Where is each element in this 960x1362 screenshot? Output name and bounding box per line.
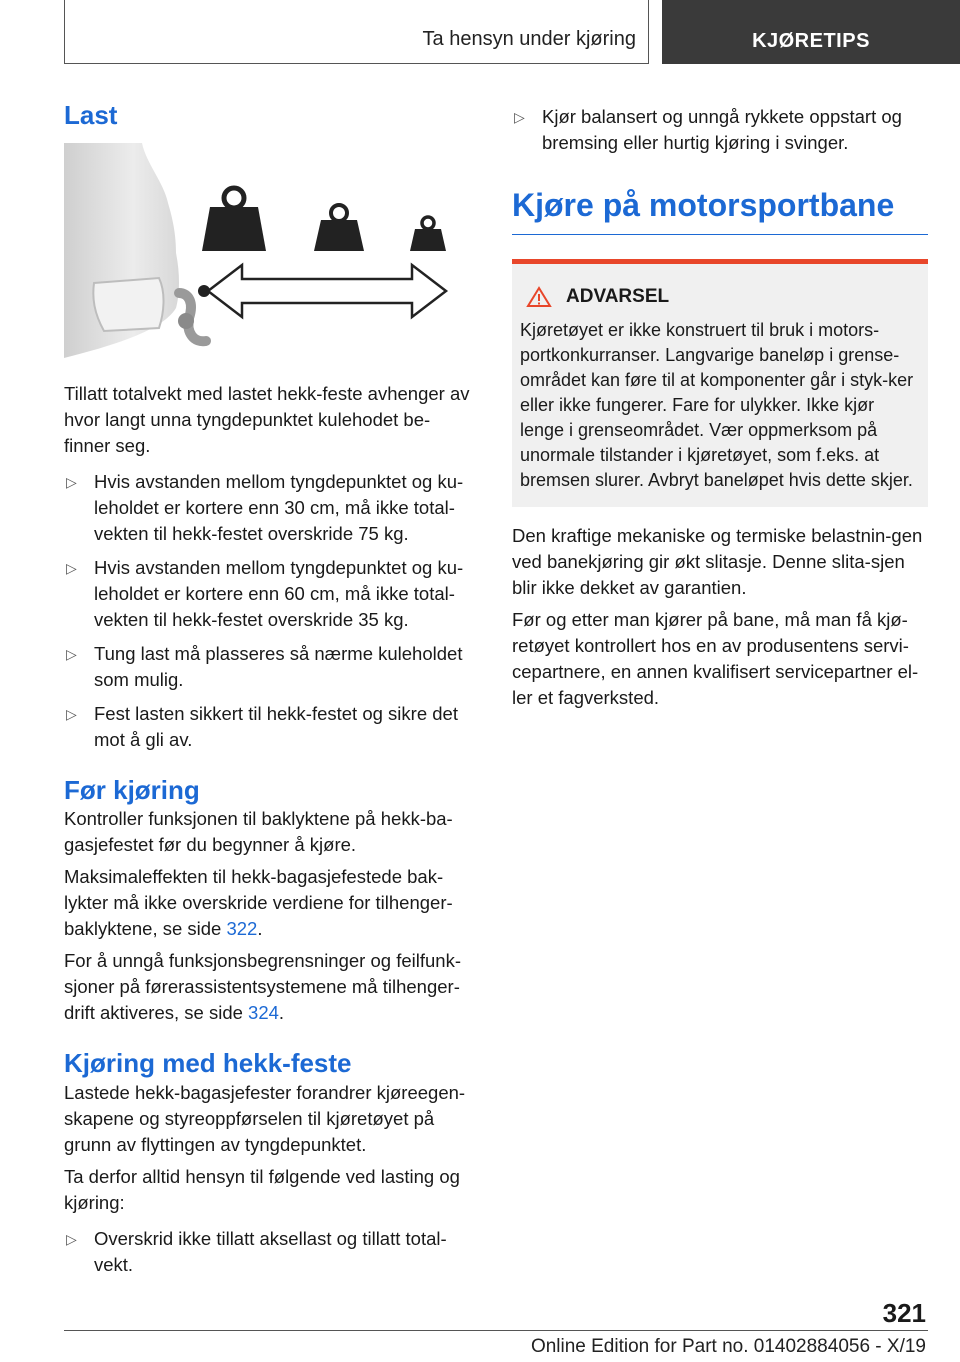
bullet-triangle-icon: ▷ <box>514 109 525 125</box>
list-item <box>64 469 476 547</box>
left-column <box>64 100 476 1286</box>
warning-text: Kjøretøyet er ikke konstruert til bruk i motors-portkonkurranser. Langvarige baneløp i grense-området kan føre til at komponenter går i styk-ker eller ikke fungerer. Fare for ulykker. Ikke kjør lenge i grenseområdet. Vær oppmerksom på unormale tilstander i kjøretøyet, som f.eks. at bremsen slurer. Avbryt baneløpet hvis dette skjer. <box>520 320 914 491</box>
list-item-text: Kjør balansert og unngå rykkete oppstart og bremsing eller hurtig kjøring i svinger. <box>542 106 902 153</box>
hitch-bullet-list-continued <box>512 104 928 156</box>
bullet-triangle-icon: ▷ <box>66 1230 77 1247</box>
before-driving-paragraph-1: Kontroller funksjonen til baklyktene på hekk-ba-gasjefestet før du begynner å kjøre. <box>64 808 453 856</box>
bullet-triangle-icon: ▷ <box>66 560 77 577</box>
paragraph-text: For å unngå funksjonsbegrensninger og feilfunk-sjoner på førerassistentsystemene må tilhenger-drift aktiveres, se side <box>64 950 461 1024</box>
header-chapter-tab: KJØRETIPS <box>662 0 960 64</box>
load-bullet-list <box>64 469 476 753</box>
hitch-mount-icon <box>178 313 194 329</box>
list-item-text: Tung last må plasseres så nærme kuleholdet som mulig. <box>94 643 463 691</box>
list-item <box>64 641 476 693</box>
heading-before-driving: Før kjøring <box>64 775 200 806</box>
footer-edition-text: Online Edition for Part no. 01402884056 - X/19 <box>530 1336 926 1357</box>
weight-small-icon <box>410 217 446 251</box>
hitch-paragraph-1: Lastede hekk-bagasjefester forandrer kjøreegen-skapene og styreoppførselen til kjøretøyet på grunn av flyttingen av tyngdepunktet. <box>64 1081 466 1155</box>
list-item <box>64 1226 476 1278</box>
heading-driving-with-hitch: Kjøring med hekk-feste <box>64 1048 352 1079</box>
bullet-triangle-icon: ▷ <box>66 706 77 723</box>
tow-hitch-load-illustration <box>64 143 476 361</box>
weight-large-icon <box>202 188 266 251</box>
warning-title-text: ADVARSEL <box>566 286 670 308</box>
list-item <box>512 104 928 156</box>
header-section-title: Ta hensyn under kjøring <box>422 28 636 50</box>
page-link-322[interactable]: 322 <box>226 918 258 940</box>
page-number: 321 <box>882 1298 926 1328</box>
before-driving-paragraph-2 <box>64 864 476 942</box>
heading-motorsport-track: Kjøre på motorsportbane <box>512 187 895 223</box>
exhaust-cutout <box>93 278 163 331</box>
illustration-svg <box>64 143 476 361</box>
weight-medium-icon <box>314 205 364 251</box>
heading-last: Last <box>64 100 118 130</box>
period: . <box>257 918 263 940</box>
list-item <box>64 701 476 753</box>
bullet-triangle-icon: ▷ <box>66 474 77 491</box>
paragraph-text: Maksimaleffekten til hekk-bagasjefestede bak-lykter må ikke overskride verdiene for tilhenger-baklyktene, se side <box>64 866 453 940</box>
list-item-text: Fest lasten sikkert til hekk-festet og sikre det mot å gli av. <box>94 703 458 751</box>
hitch-bullet-list <box>64 1226 476 1278</box>
track-paragraph-2: Før og etter man kjører på bane, må man få kjø-retøyet kontrollert hos en av produsentens servi-cepartnere, en annen kvalifisert servicepartner el-ler et fagverksted. <box>512 609 919 709</box>
warning-title <box>526 286 920 308</box>
before-driving-paragraph-3 <box>64 948 476 1026</box>
period: . <box>278 1002 285 1024</box>
distance-arrow-icon <box>208 265 446 317</box>
right-column <box>512 100 928 717</box>
list-item <box>64 555 476 633</box>
footer-divider <box>64 1330 928 1331</box>
load-intro-paragraph: Tillatt totalvekt med lastet hekk-feste avhenger av hvor langt unna tyngdepunktet kulehodet be-finner seg. <box>64 383 470 457</box>
heading-rule <box>512 234 928 235</box>
warning-box <box>512 259 928 507</box>
hitch-paragraph-2: Ta derfor alltid hensyn til følgende ved lasting og kjøring: <box>64 1165 460 1213</box>
list-item-text: Hvis avstanden mellom tyngdepunktet og ku-leholdet er kortere enn 60 cm, må ikke total-vekten til hekk-festet overskride 35 kg. <box>94 557 464 631</box>
list-item-text: Overskrid ikke tillatt aksellast og tillatt total-vekt. <box>94 1227 447 1275</box>
warning-triangle-icon <box>526 286 552 308</box>
page-link-324[interactable]: 324 <box>248 1002 279 1024</box>
list-item-text: Hvis avstanden mellom tyngdepunktet og ku-leholdet er kortere enn 30 cm, må ikke total-vekten til hekk-festet overskride 75 kg. <box>94 471 464 545</box>
track-paragraph-1: Den kraftige mekaniske og termiske belastnin-gen ved banekjøring gir økt slitasje. Denne slita-sjen blir ikke dekket av garantien. <box>512 525 923 599</box>
bullet-triangle-icon: ▷ <box>66 646 77 663</box>
